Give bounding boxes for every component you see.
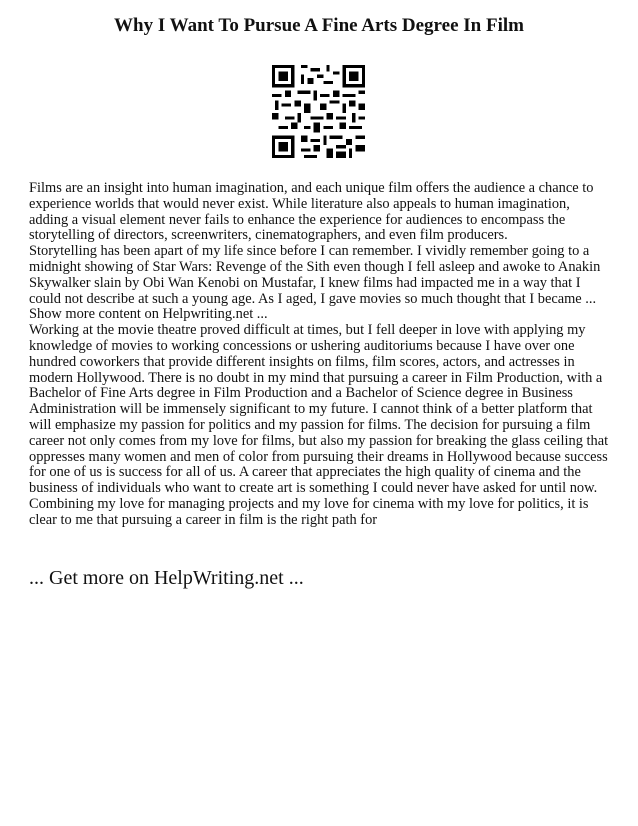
document-title: Why I Want To Pursue A Fine Arts Degree In Film <box>114 15 524 36</box>
essay-body <box>29 181 609 529</box>
essay-paragraph-3: Working at the movie theatre proved difficult at times, but I fell deeper in love with applying my knowledge of movies to working concessions or ushering auditoriums because I have over one hundred coworkers that provide different insights on films, film scores, actors, and actresses in modern Hollywood. There is no doubt in my mind that pursuing a career in Film Production, with a Bachelor of Fine Arts degree in Film Production and a Bachelor of Science degree in Business Administration will be immensely significant to my future. I cannot think of a better platform that will emphasize my passion for politics and my passion for films. The decision for pursuing a film career not only comes from my love for films, but also my passion for breaking the glass ceiling that oppresses many women and men of color from pursuing their dreams in Hollywood because success for one of us is success for all of us. A career that appreciates the high quality of cinema and the business of individuals who want to create art is something I could never have asked for until now. Combining my love for managing projects and my love for cinema with my love for politics, it is clear to me that pursuing a career in film is the right path for <box>29 322 609 528</box>
get-more-link[interactable]: ... Get more on HelpWriting.net ... <box>29 567 304 589</box>
qr-code-icon <box>272 65 365 158</box>
essay-paragraph-2: Storytelling has been apart of my life since before I can remember. I vividly remember going to a midnight showing of Star Wars: Revenge of the Sith even though I fell asleep and awoke to Anakin Skywalker slain by Obi Wan Kenobi on Mustafar, I knew films had impacted me in a way that I could not describe at such a young age. As I aged, I gave movies so much thought that I became ... Show more content on Helpwriting.net ... <box>29 243 601 323</box>
essay-paragraph-1: Films are an insight into human imagination, and each unique film offers the audience a chance to experience worlds that would never exist. While literature also appeals to human imagination, adding a visual element never fails to enhance the experience for audiences to encompass the storytelling of directors, screenwriters, cinematographers, and even film producers. <box>29 180 594 244</box>
